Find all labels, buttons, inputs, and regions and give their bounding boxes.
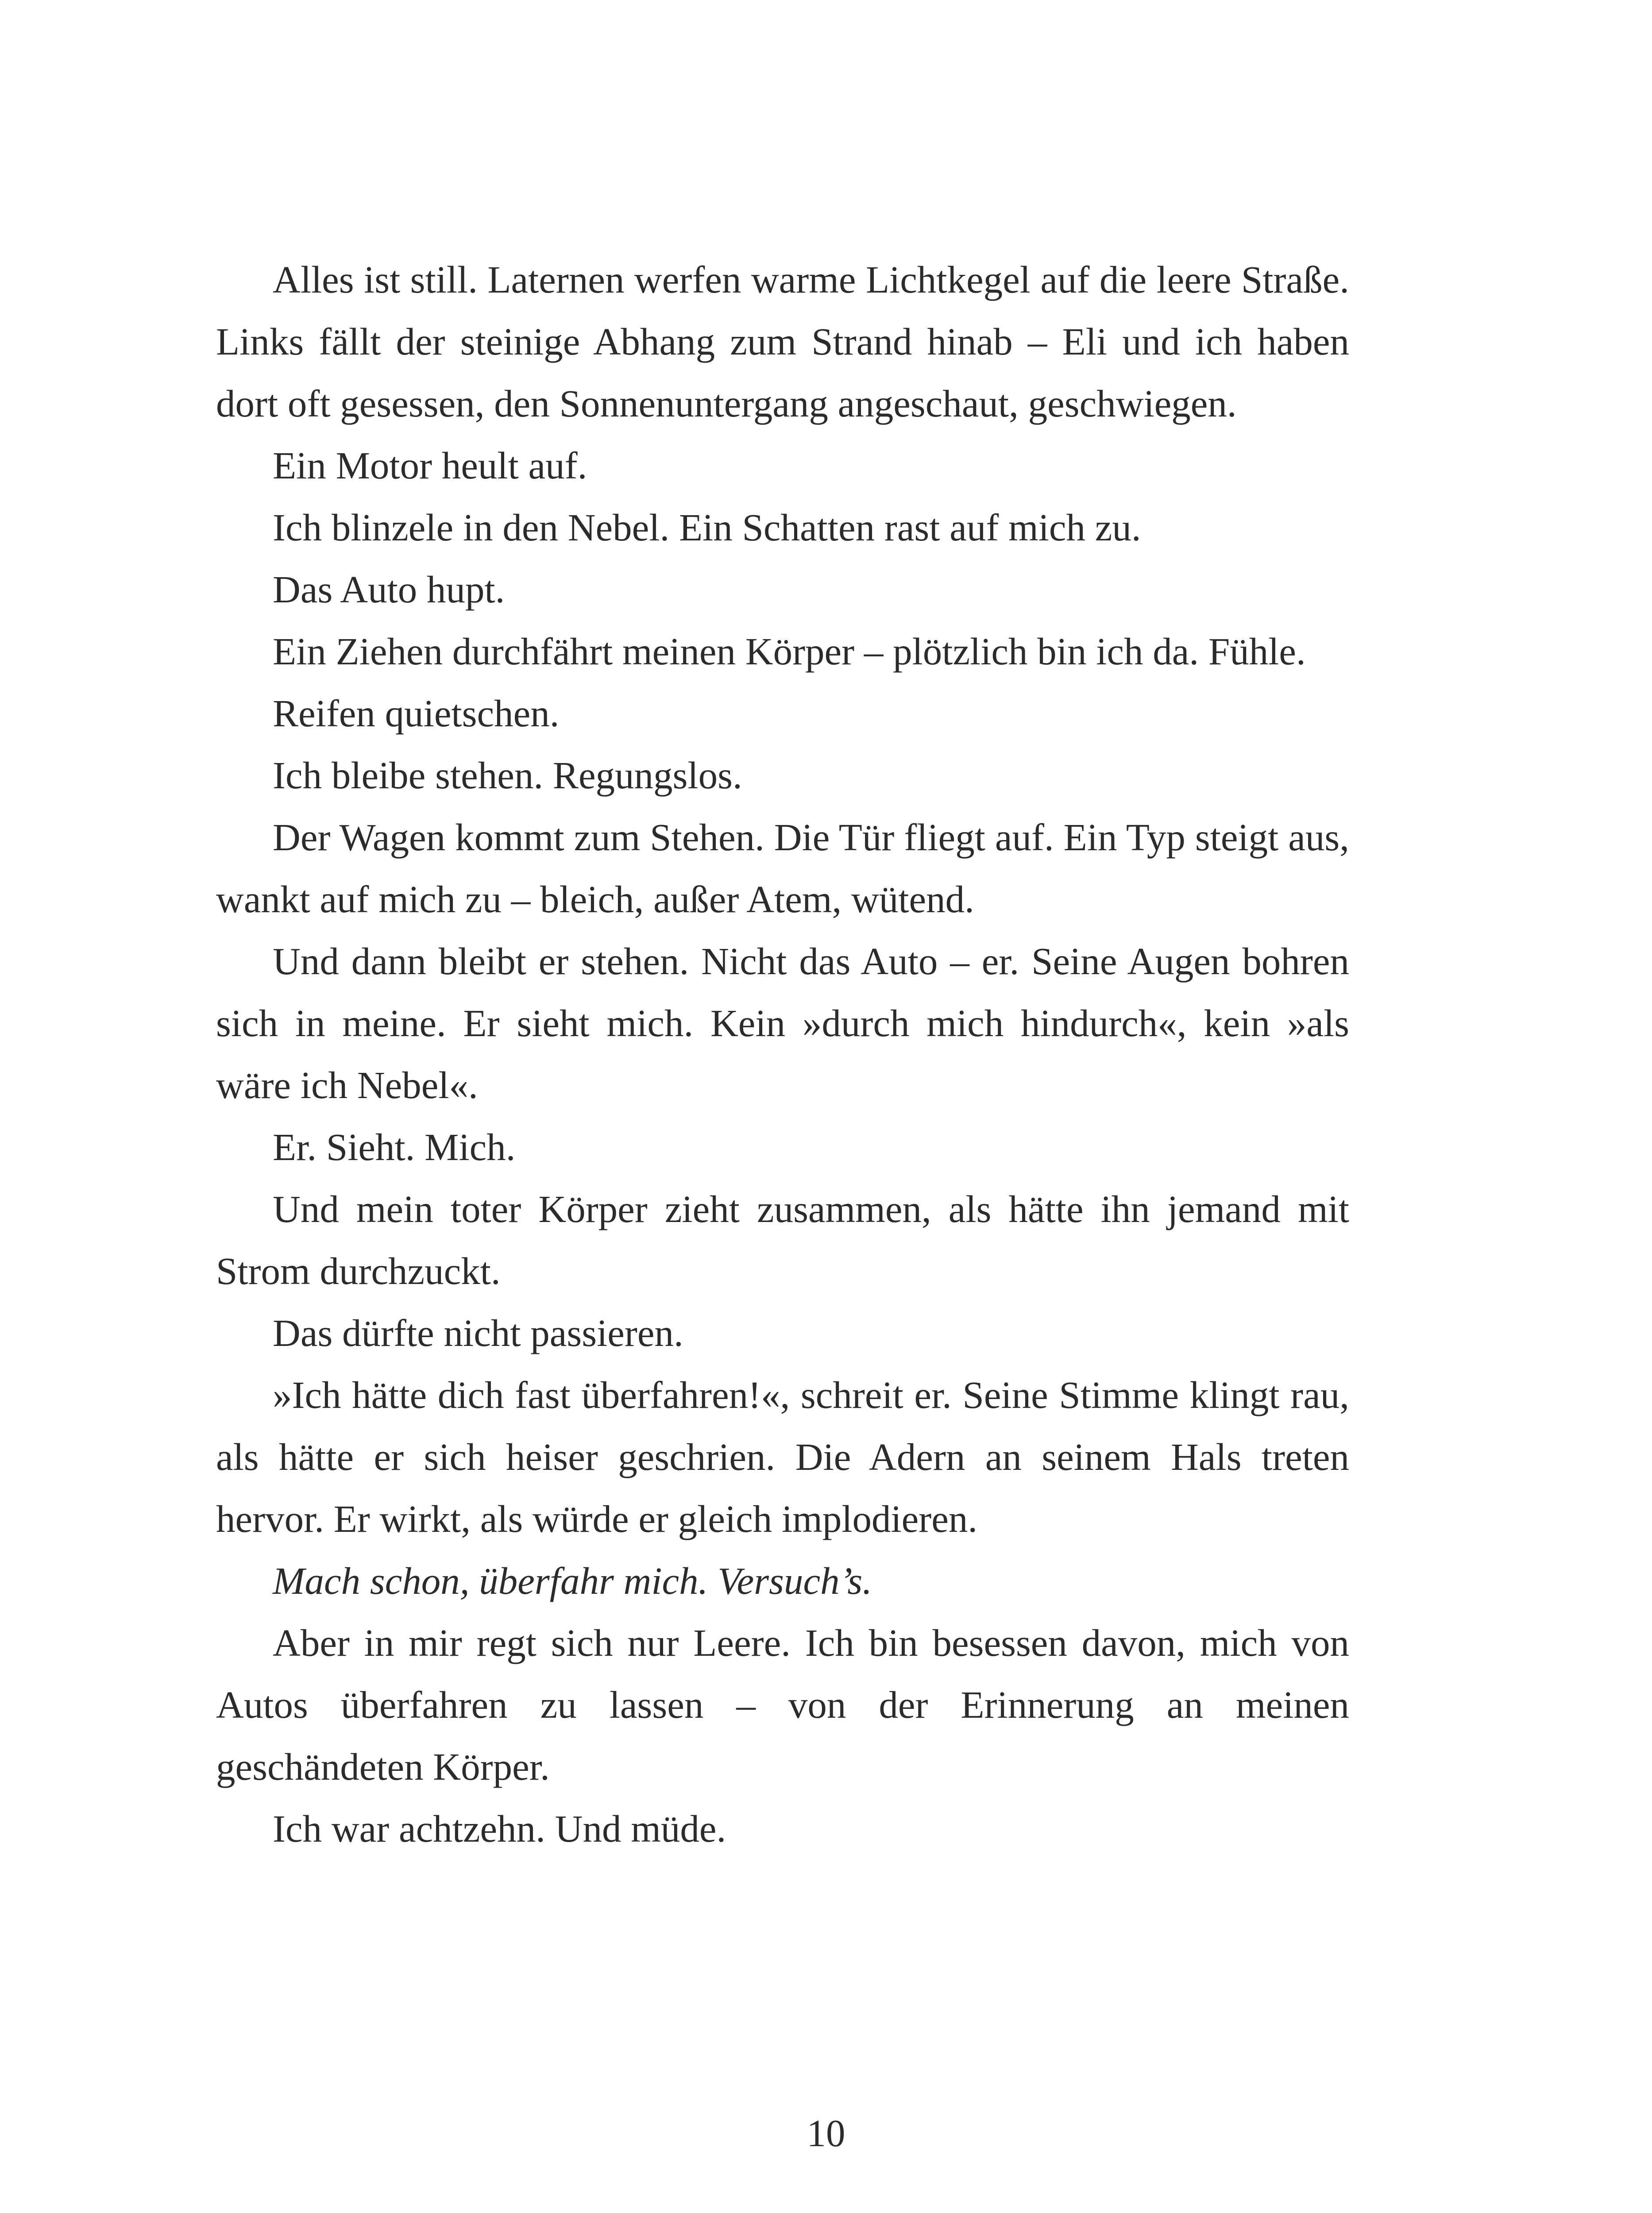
paragraph-2: Ein Motor heult auf. bbox=[273, 444, 587, 487]
paragraph-13: »Ich hätte dich fast überfahren!«, schreit er. Seine Stimme klingt rau, als hätte er sich heiser geschrien. Die Adern an seinem Hals treten hervor. Er wirkt, als würde er gleich implodieren. bbox=[216, 1373, 1349, 1540]
paragraph-16: Ich war achtzehn. Und müde. bbox=[273, 1807, 726, 1850]
paragraph-5: Ein Ziehen durchfährt meinen Körper – plötzlich bin ich da. Fühle. bbox=[273, 630, 1306, 673]
paragraph-12: Das dürfte nicht passieren. bbox=[273, 1311, 683, 1354]
page-number: 10 bbox=[807, 2112, 845, 2155]
paragraph-10: Er. Sieht. Mich. bbox=[273, 1126, 516, 1168]
body-text bbox=[216, 249, 1349, 1860]
paragraph-1: Alles ist still. Laternen werfen warme Lichtkegel auf die leere Straße. Links fällt der steinige Abhang zum Strand hinab – Eli und ich haben dort oft gesessen, den Sonnenuntergang angeschaut, geschwiegen. bbox=[216, 258, 1349, 425]
paragraph-6: Reifen quietschen. bbox=[273, 692, 560, 735]
paragraph-14-italic: Mach schon, überfahr mich. Versuch’s. bbox=[273, 1559, 872, 1602]
paragraph-9: Und dann bleibt er stehen. Nicht das Auto – er. Seine Augen bohren sich in meine. Er sieht mich. Kein »durch mich hindurch«, kein »als wäre ich Nebel«. bbox=[216, 940, 1349, 1106]
paragraph-7: Ich bleibe stehen. Regungslos. bbox=[273, 754, 742, 797]
paragraph-4: Das Auto hupt. bbox=[273, 568, 505, 611]
paragraph-3: Ich blinzele in den Nebel. Ein Schatten rast auf mich zu. bbox=[273, 506, 1141, 549]
paragraph-15: Aber in mir regt sich nur Leere. Ich bin besessen davon, mich von Autos überfahren zu lassen – von der Erinnerung an meinen geschändeten Körper. bbox=[216, 1621, 1349, 1788]
paragraph-8: Der Wagen kommt zum Stehen. Die Tür fliegt auf. Ein Typ steigt aus, wankt auf mich zu – bleich, außer Atem, wütend. bbox=[216, 816, 1349, 921]
paragraph-11: Und mein toter Körper zieht zusammen, als hätte ihn jemand mit Strom durchzuckt. bbox=[216, 1187, 1349, 1292]
